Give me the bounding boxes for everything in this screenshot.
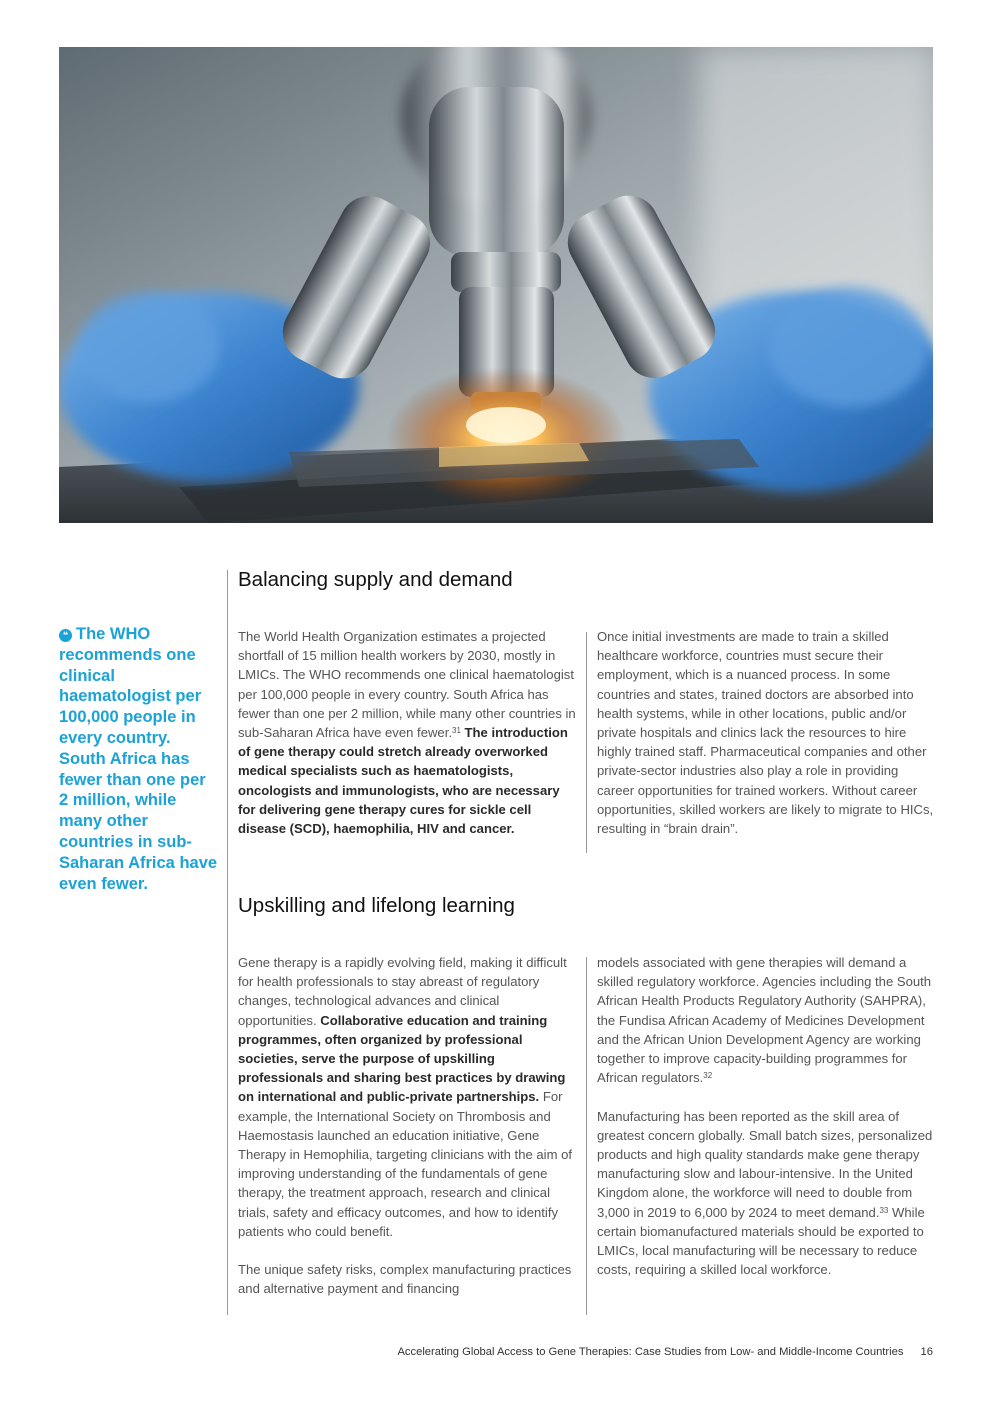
pull-quote-text: The WHO recommends one clinical haematologist per 100,000 people in every country. South Africa has fewer than one per 2 million, while many other countries in sub-Saharan Africa have even fewer. xyxy=(59,625,218,893)
reference-32: 32 xyxy=(703,1071,713,1081)
section2-right-column xyxy=(597,953,939,1279)
section2-bold-text: Collaborative education and training programmes, often organized by professional societies, serve the purpose of upskilling professionals and sharing best practices by drawing on international and public-private partnerships. xyxy=(238,1012,566,1105)
hero-image xyxy=(59,47,933,523)
left-column-rule xyxy=(227,570,228,1315)
section2-paragraph-2: The unique safety risks, complex manufacturing practices and alternative payment and financing xyxy=(238,1262,572,1297)
section2-left-column xyxy=(238,953,580,1299)
section1-column-divider xyxy=(586,632,587,853)
section1-left-column xyxy=(238,627,580,838)
quote-icon: ❝ xyxy=(59,629,72,642)
section2-right-paragraph-1: models associated with gene therapies will demand a skilled regulatory workforce. Agencies including the South African Health Products Regulatory Authority (SAHPRA), the Fundisa African Academy of Medicines Development and the African Union Development Agency are working together to improve capacity-building programmes for African regulators.$^{32}$ xyxy=(597,955,932,1086)
section2-paragraph-1: Gene therapy is a rapidly evolving field, making it difficult for health professionals to stay abreast of regulatory changes, technological advances and clinical opportunities. Collaborative education and training programmes, often organized by professional societies, serve the purpose of upskilling professionals and sharing best practices by drawing on international and public-private partnerships. For example, the International Society on Thrombosis and Haemostasis launched an education initiative, Gene Therapy in Hemophilia, targeting clinicians with the aim of improving understanding of the fundamentals of gene therapy, the treatment approach, research and clinical trials, safety and efficacy outcomes, and how to identify patients who could benefit. xyxy=(238,955,573,1239)
section1-paragraph: The World Health Organization estimates a projected shortfall of 15 million health workers by 2030, mostly in LMICs. The WHO recommends one clinical haematologist per 100,000 people in every country. South Africa has fewer than one per 2 million, while many other countries in sub-Saharan Africa have even fewer.$^{31}$ The introduction of gene therapy could stretch already overworked medical specialists such as haematologists, oncologists and immunologists, who are necessary for delivering gene therapy cures for sickle cell disease (SCD), haemophilia, HIV and cancer. xyxy=(238,629,576,837)
pull-quote xyxy=(59,624,219,894)
microscope-photo xyxy=(59,47,933,523)
reference-31: 31 xyxy=(452,726,461,736)
footer-title-rest: Case Studies from Low- and Middle-Income Countries xyxy=(634,1346,904,1358)
reference-33: 33 xyxy=(879,1205,889,1215)
section1-right-column xyxy=(597,627,939,838)
page-number: 16 xyxy=(920,1346,933,1358)
section-heading-upskilling: Upskilling and lifelong learning xyxy=(238,894,515,917)
section2-column-divider xyxy=(586,957,587,1315)
footer-title-bold: Accelerating Global Access to Gene Therapies: xyxy=(397,1346,632,1358)
section2-right-paragraph-2: Manufacturing has been reported as the skill area of greatest concern globally. Small batch sizes, personalized products and high quality standards make gene therapy manufacturing slow and labour-intensive. In the United Kingdom alone, the workforce will need to double from 3,000 in 2019 to 6,000 by 2024 to meet demand.$^{33}$ While certain biomanufactured materials should be exported to LMICs, local manufacturing will be necessary to reduce costs, requiring a skilled local workforce. xyxy=(597,1108,933,1278)
section1-right-paragraph: Once initial investments are made to train a skilled healthcare workforce, countries must secure their employment, which is a nuanced process. In some countries and states, trained doctors are absorbed into health systems, while in other locations, public and/or private hospitals and clinics lack the resources to hire highly trained staff. Pharmaceutical companies and other private-sector industries also play a role in providing career opportunities for trained workers. Without career opportunities, skilled workers are likely to migrate to HICs, resulting in “brain drain”. xyxy=(597,629,934,837)
page-footer xyxy=(397,1346,933,1358)
section1-bold-text: The introduction of gene therapy could stretch already overworked medical specialists such as haematologists, oncologists and immunologists, who are necessary for delivering gene therapy cures for sickle cell disease (SCD), haemophilia, HIV and cancer. xyxy=(238,725,568,837)
section-heading-supply-demand: Balancing supply and demand xyxy=(238,568,513,591)
